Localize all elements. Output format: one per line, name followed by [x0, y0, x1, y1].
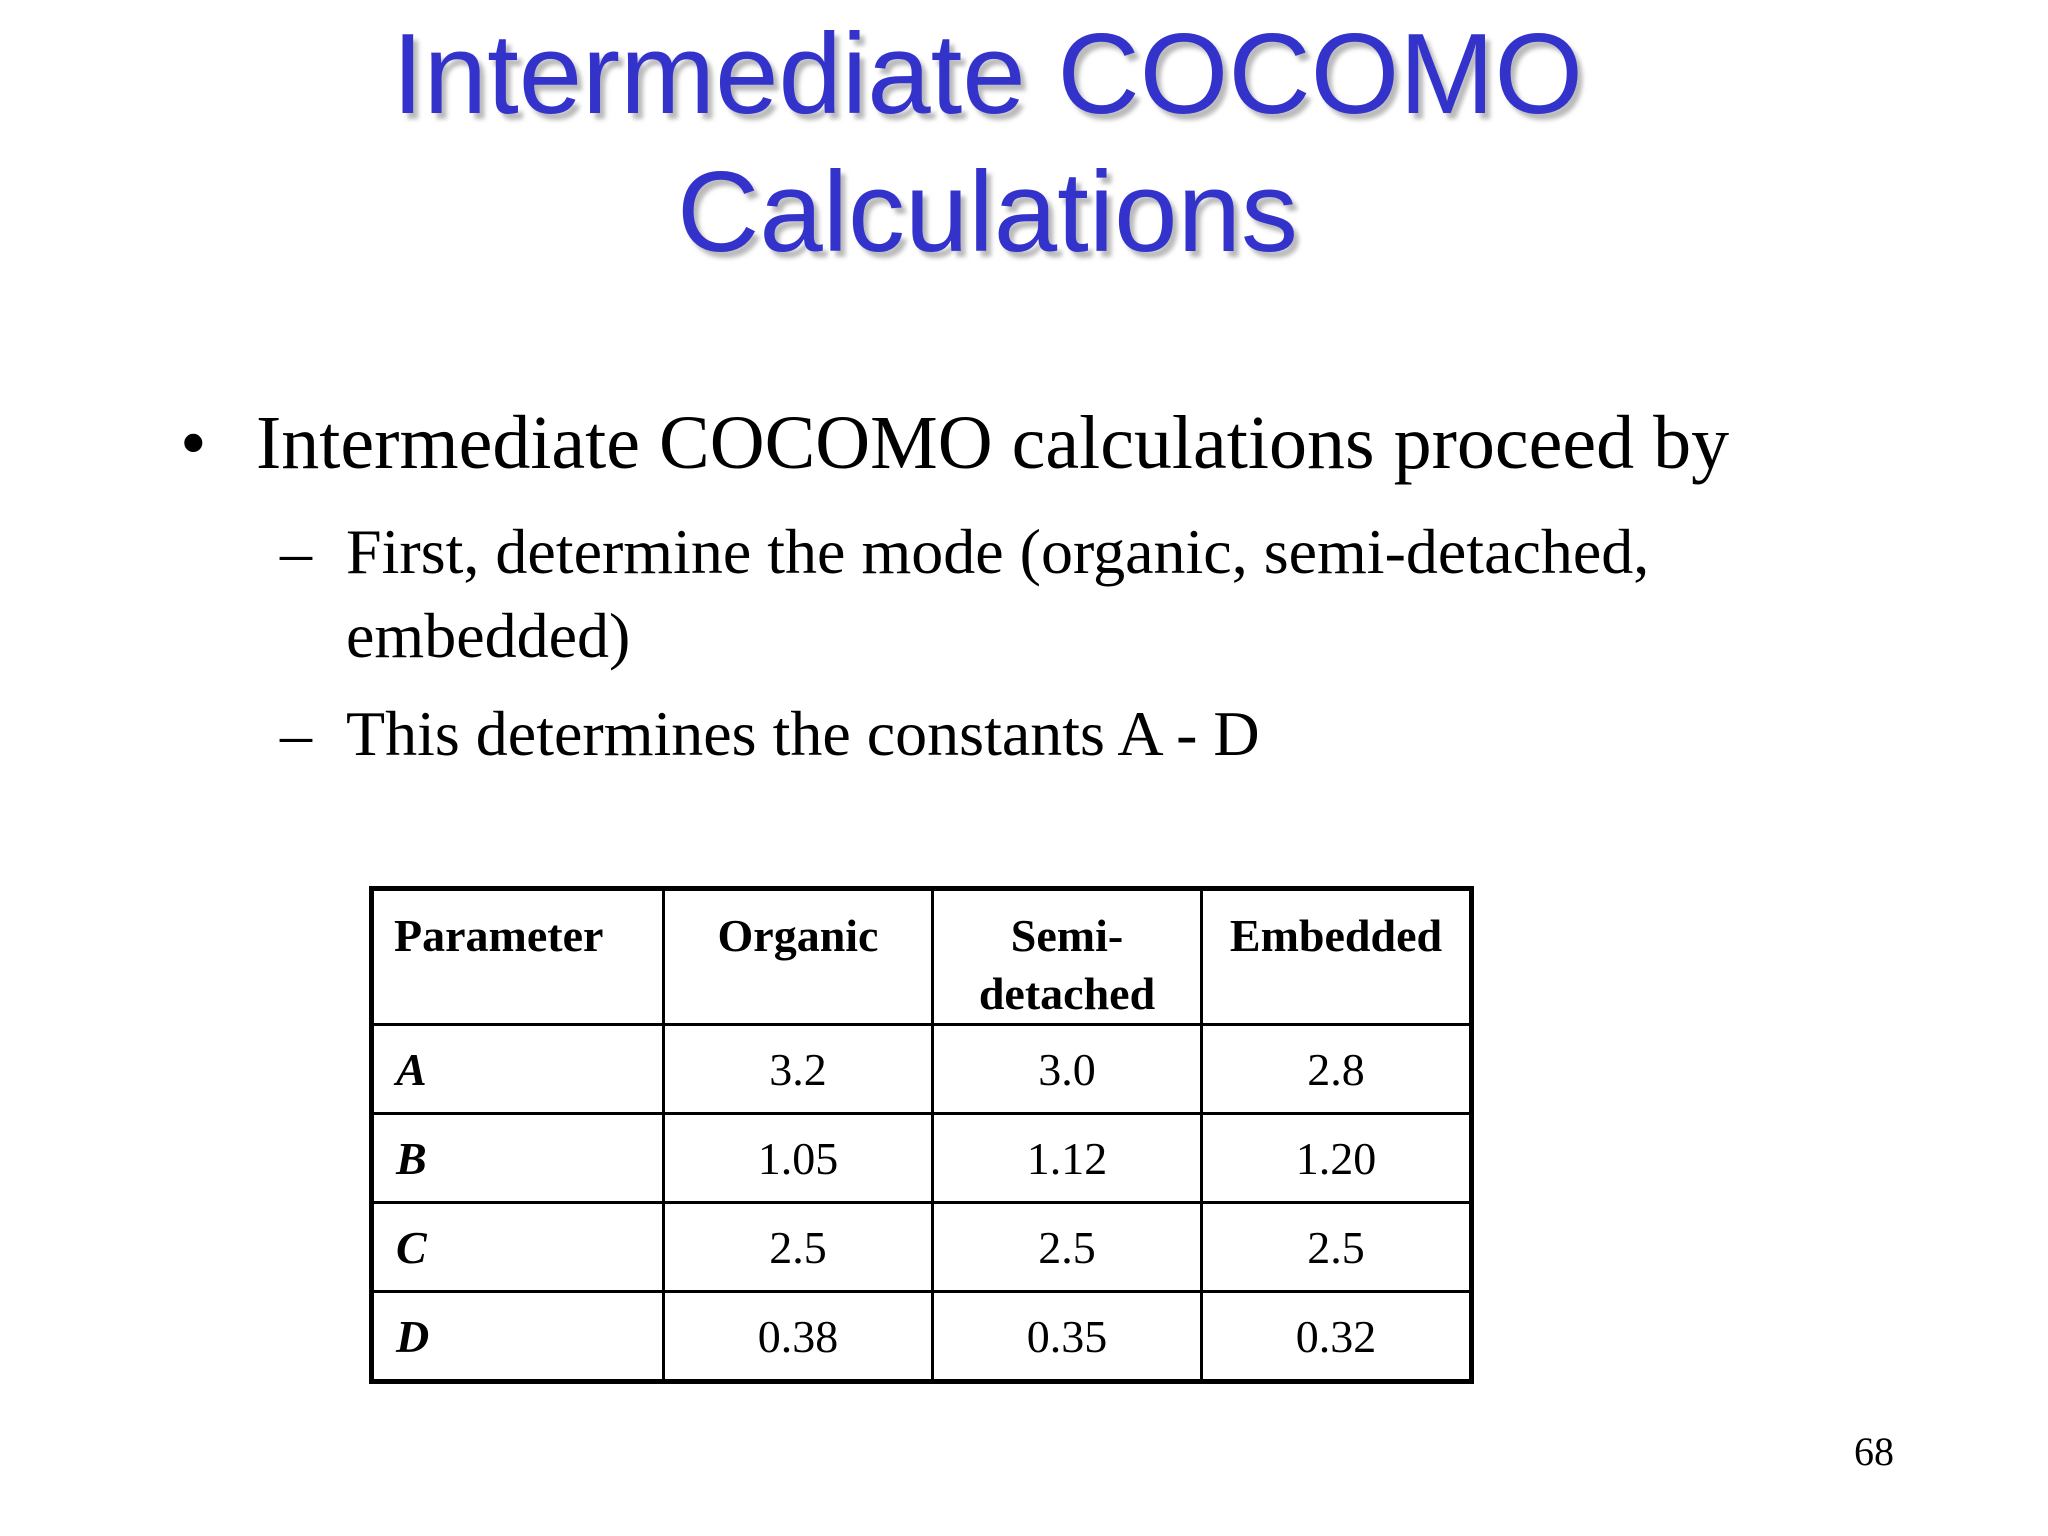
dash-mark: – [280, 698, 312, 769]
sub-bullet-text: First, determine the mode (organic, semi-detached, embedded) [346, 516, 1650, 671]
table-header-row [372, 889, 1472, 1025]
title-line-2: Calculations [677, 149, 1298, 276]
table-cell: 2.5 [664, 1203, 933, 1292]
dash-mark: – [280, 516, 312, 587]
sub-bullet-item [280, 510, 1826, 678]
table-row [372, 1114, 1472, 1203]
table-cell: 0.35 [933, 1292, 1202, 1382]
table-cell: 3.2 [664, 1025, 933, 1114]
table-cell: 1.20 [1202, 1114, 1472, 1203]
row-label: B [372, 1114, 664, 1203]
slide-title [0, 6, 1975, 282]
column-header-parameter: Parameter [372, 889, 664, 1025]
page-number: 68 [1854, 1429, 1894, 1474]
table-cell: 3.0 [933, 1025, 1202, 1114]
table-cell: 1.12 [933, 1114, 1202, 1203]
bullet-mark: • [180, 401, 207, 485]
row-label: D [372, 1292, 664, 1382]
table-cell: 0.32 [1202, 1292, 1472, 1382]
table-row [372, 1203, 1472, 1292]
table-cell: 2.8 [1202, 1025, 1472, 1114]
table-row [372, 1292, 1472, 1382]
column-header-organic: Organic [664, 889, 933, 1025]
table-cell: 1.05 [664, 1114, 933, 1203]
table-cell: 2.5 [933, 1203, 1202, 1292]
bullet-text: Intermediate COCOMO calculations proceed by [256, 401, 1730, 485]
column-header-embedded: Embedded [1202, 889, 1472, 1025]
title-line-1: Intermediate COCOMO [392, 11, 1583, 138]
table-row [372, 1025, 1472, 1114]
sub-bullet-text: This determines the constants A - D [346, 698, 1260, 769]
column-header-semi-detached: Semi-detached [933, 889, 1202, 1025]
bullet-item [180, 398, 1729, 488]
row-label: A [372, 1025, 664, 1114]
table-cell: 0.38 [664, 1292, 933, 1382]
row-label: C [372, 1203, 664, 1292]
table-cell: 2.5 [1202, 1203, 1472, 1292]
parameter-table [369, 886, 1474, 1384]
sub-bullet-item [280, 692, 1826, 776]
